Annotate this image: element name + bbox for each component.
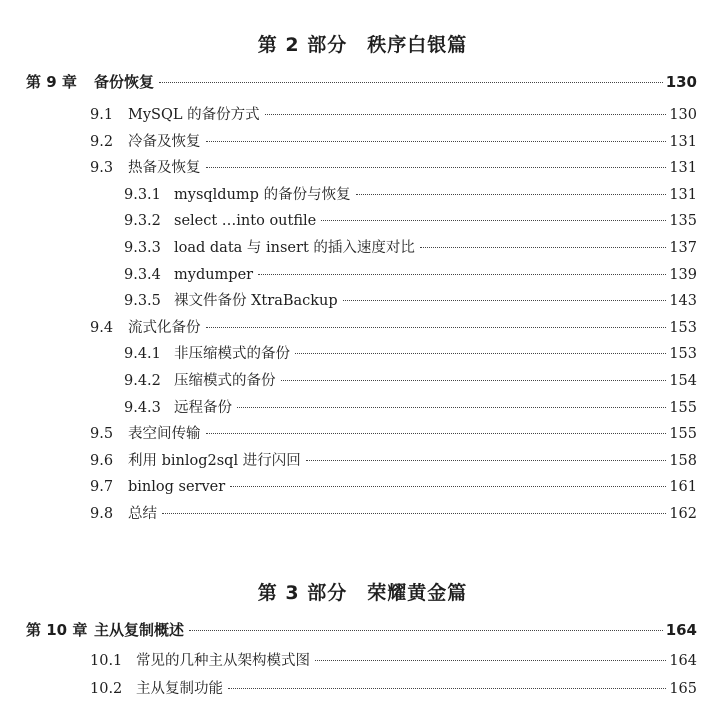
dot-leader (343, 300, 667, 301)
part-title: 第 2 部分 秩序白银篇 (257, 34, 468, 56)
toc-page-number: 155 (669, 426, 697, 442)
toc-entry-title: MySQL 的备份方式 (128, 107, 260, 123)
toc-page-number: 131 (669, 134, 697, 150)
toc-page-number: 139 (669, 267, 697, 283)
toc-section-entry[interactable] (90, 424, 697, 444)
toc-page-number: 158 (669, 453, 697, 469)
dot-leader (306, 460, 667, 461)
toc-page-number: 154 (669, 373, 697, 389)
toc-page-number: 131 (669, 160, 697, 176)
toc-entry-number: 9.3.5 (124, 293, 161, 309)
toc-section-entry[interactable] (90, 158, 697, 178)
toc-entry-title: load data 与 insert 的插入速度对比 (174, 240, 415, 256)
toc-entry-title: 压缩模式的备份 (174, 373, 276, 389)
toc-page-number: 135 (669, 213, 697, 229)
dot-leader (265, 114, 667, 115)
toc-entry-number: 9.4.3 (124, 400, 161, 416)
toc-section-entry[interactable] (90, 679, 697, 699)
toc-entry-title: 利用 binlog2sql 进行闪回 (128, 453, 301, 469)
toc-section-entry[interactable] (90, 504, 697, 524)
toc-entry-number: 9.3 (90, 160, 114, 176)
toc-entry-title: 冷备及恢复 (128, 134, 201, 150)
toc-page-number: 162 (669, 506, 697, 522)
toc-entry-number: 9.4.2 (124, 373, 161, 389)
toc-page-number: 161 (669, 479, 697, 495)
toc-entry-title: 主从复制功能 (136, 681, 223, 697)
dot-leader (230, 486, 666, 487)
dot-leader (356, 194, 667, 195)
toc-page-number: 137 (669, 240, 697, 256)
dot-leader (420, 247, 666, 248)
dot-leader (228, 688, 666, 689)
toc-section-entry[interactable] (124, 185, 697, 205)
toc-entry-number: 9.3.4 (124, 267, 161, 283)
toc-section-entry[interactable] (124, 291, 697, 311)
toc-section-entry[interactable] (124, 211, 697, 231)
part-title: 第 3 部分 荣耀黄金篇 (257, 582, 468, 604)
toc-entry-title: mysqldump 的备份与恢复 (174, 187, 351, 203)
toc-page-number: 130 (669, 107, 697, 123)
toc-page-number: 131 (669, 187, 697, 203)
toc-entry-number: 第 10 章 (26, 621, 88, 639)
toc-entry-title: 主从复制概述 (94, 621, 185, 639)
toc-page-number: 153 (669, 320, 697, 336)
toc-section-entry[interactable] (90, 132, 697, 152)
toc-entry-number: 9.4.1 (124, 346, 161, 362)
toc-entry-number: 9.8 (90, 506, 114, 522)
dot-leader (162, 513, 666, 514)
toc-entry-title: 流式化备份 (128, 320, 201, 336)
toc-page-number: 164 (669, 653, 697, 669)
dot-leader (159, 82, 663, 83)
toc-page-number: 164 (665, 621, 697, 639)
toc-section-entry[interactable] (90, 105, 697, 125)
toc-entry-number: 10.2 (90, 681, 123, 697)
toc-page-number: 153 (669, 346, 697, 362)
toc-entry-number: 9.2 (90, 134, 114, 150)
dot-leader (206, 327, 667, 328)
dot-leader (295, 353, 666, 354)
toc-entry-title: 备份恢复 (94, 73, 155, 91)
toc-entry-title: binlog server (128, 479, 226, 495)
toc-section-entry[interactable] (90, 451, 697, 471)
toc-entry-number: 9.3.1 (124, 187, 161, 203)
dot-leader (206, 141, 667, 142)
toc-section-entry[interactable] (124, 371, 697, 391)
toc-section-entry[interactable] (124, 398, 697, 418)
toc-page-number: 165 (669, 681, 697, 697)
toc-entry-title: 非压缩模式的备份 (174, 346, 290, 362)
toc-entry-number: 9.4 (90, 320, 114, 336)
toc-entry-number: 9.7 (90, 479, 114, 495)
toc-entry-title: 远程备份 (174, 400, 232, 416)
dot-leader (315, 660, 666, 661)
toc-entry-title: mydumper (174, 267, 254, 283)
toc-entry-title: 裸文件备份 XtraBackup (174, 293, 338, 309)
dot-leader (189, 630, 663, 631)
toc-entry-title: select …into outfile (174, 213, 317, 229)
toc-section-entry[interactable] (90, 477, 697, 497)
dot-leader (258, 274, 666, 275)
toc-entry-number: 9.1 (90, 107, 114, 123)
dot-leader (321, 220, 666, 221)
toc-page-number: 155 (669, 400, 697, 416)
toc-entry-number: 9.6 (90, 453, 114, 469)
toc-section-entry[interactable] (90, 318, 697, 338)
toc-entry-title: 常见的几种主从架构模式图 (136, 653, 310, 669)
toc-section-entry[interactable] (90, 651, 697, 671)
toc-section-entry[interactable] (124, 238, 697, 258)
toc-entry-number: 9.3.3 (124, 240, 161, 256)
toc-section-entry[interactable] (124, 265, 697, 285)
toc-entry-number: 9.3.2 (124, 213, 161, 229)
toc-chapter-entry[interactable] (26, 620, 697, 640)
dot-leader (281, 380, 667, 381)
dot-leader (237, 407, 666, 408)
toc-entry-title: 表空间传输 (128, 426, 201, 442)
toc-entry-title: 总结 (128, 506, 157, 522)
toc-page-number: 130 (665, 73, 697, 91)
toc-entry-number: 10.1 (90, 653, 123, 669)
toc-entry-number: 9.5 (90, 426, 114, 442)
toc-chapter-entry[interactable] (26, 72, 697, 92)
toc-entry-title: 热备及恢复 (128, 160, 201, 176)
dot-leader (206, 167, 667, 168)
toc-section-entry[interactable] (124, 344, 697, 364)
dot-leader (206, 433, 667, 434)
toc-entry-number: 第 9 章 (26, 73, 77, 91)
toc-page-number: 143 (669, 293, 697, 309)
